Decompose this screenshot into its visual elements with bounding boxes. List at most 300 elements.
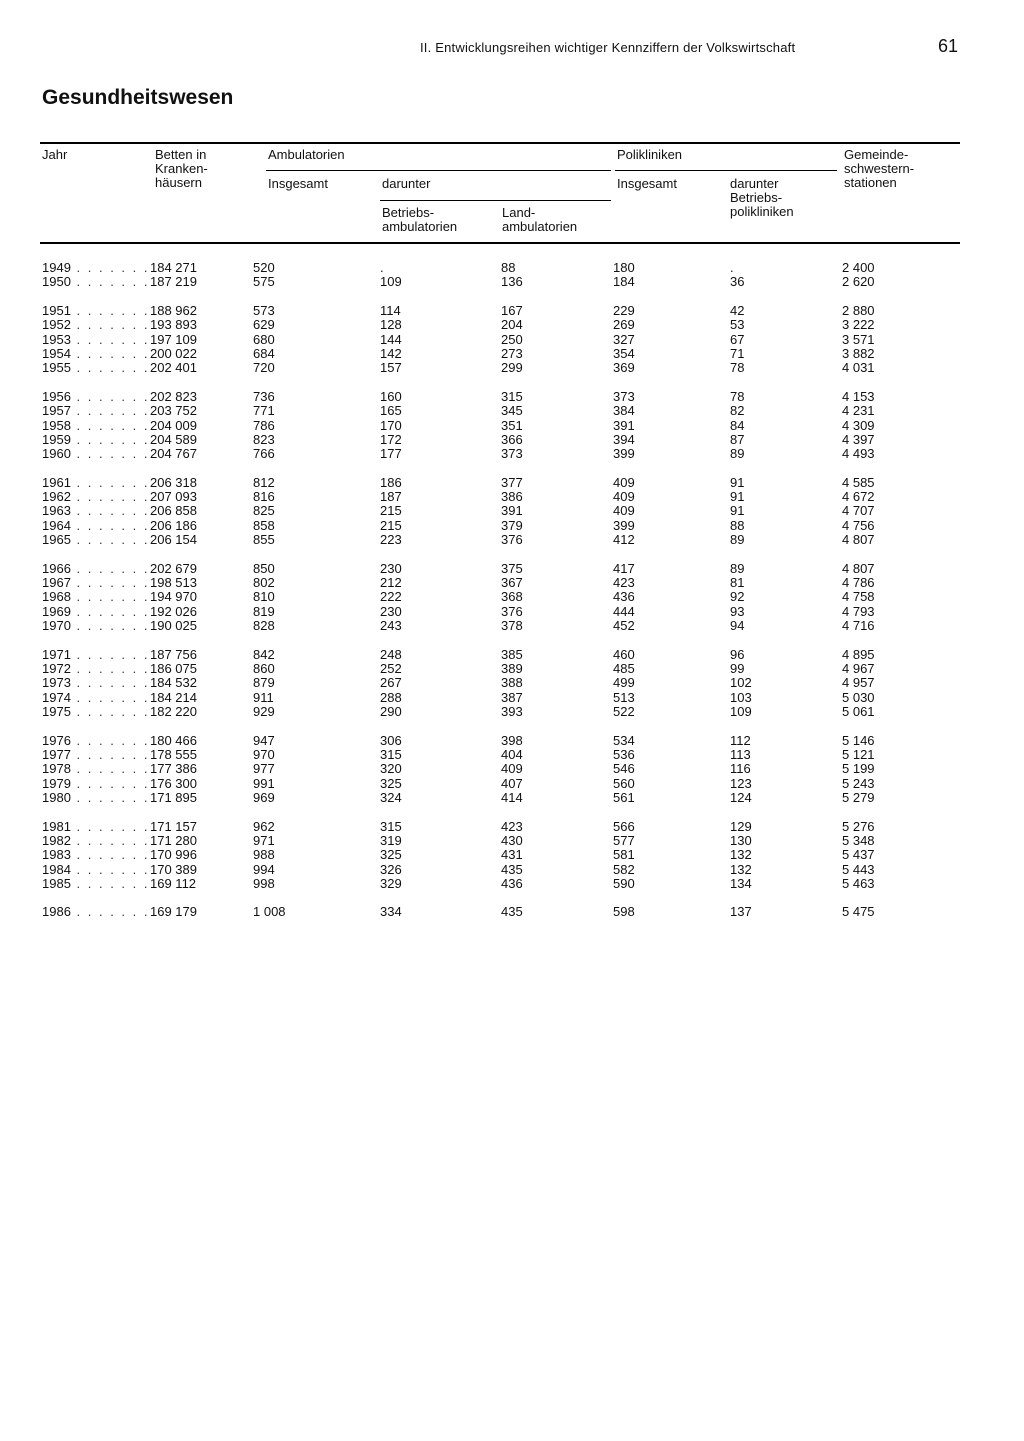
betriebsambulatorien-cell: 267 xyxy=(380,675,402,691)
polikliniken-insgesamt-cell: 180 xyxy=(613,260,635,275)
ambulatorien-insgesamt-cell: 812 xyxy=(253,474,275,490)
leader-dots: . . . . . . . xyxy=(70,317,150,333)
leader-dots: . . . . . . . xyxy=(70,417,150,433)
betriebsambulatorien-cell: 252 xyxy=(380,660,402,676)
leader-dots: . . . . . . . xyxy=(70,732,150,748)
landambulatorien-cell: 167 xyxy=(501,302,523,318)
betriebspolikliniken-cell: 103 xyxy=(730,689,752,705)
year-cell xyxy=(42,832,150,848)
ambulatorien-insgesamt-cell: 971 xyxy=(253,832,275,848)
gemeindeschwesternstationen-cell: 4 585 xyxy=(842,474,875,490)
table-row xyxy=(0,848,1024,862)
ambulatorien-insgesamt-cell: 977 xyxy=(253,761,275,777)
table-row xyxy=(0,590,1024,604)
year-label: 1971 xyxy=(42,646,71,662)
landambulatorien-cell: 435 xyxy=(501,904,523,920)
leader-dots: . . . . . . . xyxy=(70,832,150,848)
betriebsambulatorien-cell: 315 xyxy=(380,818,402,834)
betriebspolikliniken-cell: 42 xyxy=(730,302,745,318)
polikliniken-insgesamt-cell: 513 xyxy=(613,689,635,705)
ambulatorien-insgesamt-cell: 994 xyxy=(253,861,275,877)
landambulatorien-cell: 435 xyxy=(501,861,523,877)
betriebspolikliniken-cell: 71 xyxy=(730,345,745,361)
ambulatorien-insgesamt-cell: 771 xyxy=(253,403,275,419)
betriebspolikliniken-cell: 84 xyxy=(730,417,745,433)
gemeindeschwesternstationen-cell: 4 807 xyxy=(842,560,875,576)
year-label: 1951 xyxy=(42,302,71,318)
year-label: 1953 xyxy=(42,331,71,347)
leader-dots: . . . . . . . xyxy=(70,260,150,275)
year-label: 1980 xyxy=(42,790,71,806)
ambulatorien-insgesamt-cell: 850 xyxy=(253,560,275,576)
table-row xyxy=(0,533,1024,547)
ambulatorien-span-rule xyxy=(266,170,611,171)
gemeindeschwesternstationen-cell: 5 061 xyxy=(842,704,875,720)
betriebspolikliniken-cell: 78 xyxy=(730,360,745,376)
table-row xyxy=(0,333,1024,347)
table-row xyxy=(0,404,1024,418)
year-cell xyxy=(42,775,150,791)
gemeindeschwesternstationen-cell: 5 348 xyxy=(842,832,875,848)
year-label: 1955 xyxy=(42,360,71,376)
year-cell xyxy=(42,331,150,347)
leader-dots: . . . . . . . xyxy=(70,331,150,347)
year-cell xyxy=(42,847,150,863)
betriebsambulatorien-cell: 128 xyxy=(380,317,402,333)
year-label: 1956 xyxy=(42,388,71,404)
landambulatorien-cell: 368 xyxy=(501,589,523,605)
betten-cell: 169 179 xyxy=(150,904,197,920)
table-row xyxy=(0,304,1024,318)
year-label: 1984 xyxy=(42,861,71,877)
betten-cell: 204 009 xyxy=(150,417,197,433)
ambulatorien-insgesamt-cell: 786 xyxy=(253,417,275,433)
header-amb-insgesamt: Insgesamt xyxy=(268,176,328,191)
ambulatorien-insgesamt-cell: 998 xyxy=(253,876,275,892)
leader-dots: . . . . . . . xyxy=(70,403,150,419)
year-cell xyxy=(42,732,150,748)
year-label: 1963 xyxy=(42,503,71,519)
betten-cell: 206 154 xyxy=(150,532,197,548)
betriebspolikliniken-cell: 124 xyxy=(730,790,752,806)
betten-cell: 204 767 xyxy=(150,446,197,462)
betriebspolikliniken-cell: 134 xyxy=(730,876,752,892)
year-label: 1958 xyxy=(42,417,71,433)
year-label: 1977 xyxy=(42,746,71,762)
betriebsambulatorien-cell: 315 xyxy=(380,746,402,762)
ambulatorien-insgesamt-cell: 969 xyxy=(253,790,275,806)
table-row xyxy=(0,877,1024,891)
polikliniken-insgesamt-cell: 391 xyxy=(613,417,635,433)
table-row xyxy=(0,361,1024,375)
leader-dots: . . . . . . . xyxy=(70,575,150,591)
leader-dots: . . . . . . . xyxy=(70,904,150,920)
year-cell xyxy=(42,446,150,462)
betriebsambulatorien-cell: 248 xyxy=(380,646,402,662)
table-row xyxy=(0,490,1024,504)
betriebspolikliniken-cell: 91 xyxy=(730,489,745,505)
table-row xyxy=(0,261,1024,275)
betten-cell: 171 280 xyxy=(150,832,197,848)
polikliniken-insgesamt-cell: 485 xyxy=(613,660,635,676)
betriebsambulatorien-cell: 326 xyxy=(380,861,402,877)
betriebspolikliniken-cell: 99 xyxy=(730,660,745,676)
betriebsambulatorien-cell: 109 xyxy=(380,274,402,290)
year-cell xyxy=(42,431,150,447)
ambulatorien-insgesamt-cell: 1 008 xyxy=(253,904,286,920)
betriebspolikliniken-cell: 36 xyxy=(730,274,745,290)
year-cell xyxy=(42,489,150,505)
landambulatorien-cell: 367 xyxy=(501,575,523,591)
polikliniken-insgesamt-cell: 354 xyxy=(613,345,635,361)
year-label: 1968 xyxy=(42,589,71,605)
leader-dots: . . . . . . . xyxy=(70,761,150,777)
betten-cell: 187 756 xyxy=(150,646,197,662)
leader-dots: . . . . . . . xyxy=(70,861,150,877)
year-cell xyxy=(42,560,150,576)
gemeindeschwesternstationen-cell: 4 756 xyxy=(842,517,875,533)
ambulatorien-insgesamt-cell: 736 xyxy=(253,388,275,404)
page-title: Gesundheitswesen xyxy=(42,86,234,109)
running-head: II. Entwicklungsreihen wichtiger Kennziffern der Volkswirtschaft xyxy=(420,40,796,55)
year-cell xyxy=(42,618,150,634)
ambulatorien-insgesamt-cell: 720 xyxy=(253,360,275,376)
landambulatorien-cell: 431 xyxy=(501,847,523,863)
leader-dots: . . . . . . . xyxy=(70,431,150,447)
betriebsambulatorien-cell: 144 xyxy=(380,331,402,347)
betriebsambulatorien-cell: 290 xyxy=(380,704,402,720)
landambulatorien-cell: 204 xyxy=(501,317,523,333)
landambulatorien-cell: 379 xyxy=(501,517,523,533)
year-cell xyxy=(42,589,150,605)
year-cell xyxy=(42,317,150,333)
betten-cell: 193 893 xyxy=(150,317,197,333)
year-label: 1974 xyxy=(42,689,71,705)
leader-dots: . . . . . . . xyxy=(70,876,150,892)
year-label: 1985 xyxy=(42,876,71,892)
ambulatorien-insgesamt-cell: 766 xyxy=(253,446,275,462)
landambulatorien-cell: 299 xyxy=(501,360,523,376)
betriebsambulatorien-cell: 165 xyxy=(380,403,402,419)
year-label: 1979 xyxy=(42,775,71,791)
betten-cell: 204 589 xyxy=(150,431,197,447)
betriebspolikliniken-cell: 94 xyxy=(730,618,745,634)
year-cell xyxy=(42,818,150,834)
header-betten: Betten in Kranken- häusern xyxy=(155,147,208,190)
ambulatorien-insgesamt-cell: 855 xyxy=(253,532,275,548)
leader-dots: . . . . . . . xyxy=(70,660,150,676)
polikliniken-insgesamt-cell: 582 xyxy=(613,861,635,877)
leader-dots: . . . . . . . xyxy=(70,474,150,490)
leader-dots: . . . . . . . xyxy=(70,589,150,605)
table-row xyxy=(0,905,1024,919)
polikliniken-insgesamt-cell: 566 xyxy=(613,818,635,834)
table-row xyxy=(0,762,1024,776)
header-pol-insgesamt: Insgesamt xyxy=(617,176,677,191)
gemeindeschwesternstationen-cell: 4 231 xyxy=(842,403,875,419)
polikliniken-insgesamt-cell: 423 xyxy=(613,575,635,591)
gemeindeschwesternstationen-cell: 3 571 xyxy=(842,331,875,347)
landambulatorien-cell: 376 xyxy=(501,603,523,619)
betriebsambulatorien-cell: 142 xyxy=(380,345,402,361)
gemeindeschwesternstationen-cell: 2 400 xyxy=(842,260,875,275)
gemeindeschwesternstationen-cell: 5 437 xyxy=(842,847,875,863)
betriebsambulatorien-cell: 186 xyxy=(380,474,402,490)
year-cell xyxy=(42,746,150,762)
polikliniken-insgesamt-cell: 561 xyxy=(613,790,635,806)
landambulatorien-cell: 273 xyxy=(501,345,523,361)
betriebspolikliniken-cell: 132 xyxy=(730,847,752,863)
betriebsambulatorien-cell: . xyxy=(380,260,384,275)
year-cell xyxy=(42,274,150,290)
betten-cell: 171 157 xyxy=(150,818,197,834)
leader-dots: . . . . . . . xyxy=(70,360,150,376)
polikliniken-insgesamt-cell: 444 xyxy=(613,603,635,619)
betten-cell: 188 962 xyxy=(150,302,197,318)
leader-dots: . . . . . . . xyxy=(70,646,150,662)
year-label: 1978 xyxy=(42,761,71,777)
header-ambulatorien: Ambulatorien xyxy=(268,147,345,162)
leader-dots: . . . . . . . xyxy=(70,775,150,791)
landambulatorien-cell: 378 xyxy=(501,618,523,634)
landambulatorien-cell: 315 xyxy=(501,388,523,404)
polikliniken-insgesamt-cell: 534 xyxy=(613,732,635,748)
table-top-rule xyxy=(40,142,960,144)
table-row xyxy=(0,734,1024,748)
betriebspolikliniken-cell: 132 xyxy=(730,861,752,877)
ambulatorien-insgesamt-cell: 684 xyxy=(253,345,275,361)
year-cell xyxy=(42,876,150,892)
betriebsambulatorien-cell: 320 xyxy=(380,761,402,777)
table-row xyxy=(0,390,1024,404)
landambulatorien-cell: 391 xyxy=(501,503,523,519)
betten-cell: 177 386 xyxy=(150,761,197,777)
year-label: 1954 xyxy=(42,345,71,361)
betten-cell: 176 300 xyxy=(150,775,197,791)
year-cell xyxy=(42,861,150,877)
darunter-span-rule xyxy=(380,200,611,201)
betriebspolikliniken-cell: . xyxy=(730,260,734,275)
landambulatorien-cell: 389 xyxy=(501,660,523,676)
betriebsambulatorien-cell: 222 xyxy=(380,589,402,605)
polikliniken-insgesamt-cell: 373 xyxy=(613,388,635,404)
betten-cell: 194 970 xyxy=(150,589,197,605)
header-gemeindeschwesternstationen: Gemeinde- schwestern- stationen xyxy=(844,147,915,190)
table-row xyxy=(0,791,1024,805)
table-row xyxy=(0,318,1024,332)
betten-cell: 186 075 xyxy=(150,660,197,676)
betten-cell: 184 271 xyxy=(150,260,197,275)
gemeindeschwesternstationen-cell: 4 967 xyxy=(842,660,875,676)
ambulatorien-insgesamt-cell: 860 xyxy=(253,660,275,676)
header-landambulatorien: Land- ambulatorien xyxy=(502,205,578,234)
polikliniken-insgesamt-cell: 560 xyxy=(613,775,635,791)
year-label: 1986 xyxy=(42,904,71,920)
betten-cell: 202 401 xyxy=(150,360,197,376)
leader-dots: . . . . . . . xyxy=(70,489,150,505)
betriebspolikliniken-cell: 113 xyxy=(730,746,751,762)
leader-dots: . . . . . . . xyxy=(70,560,150,576)
landambulatorien-cell: 386 xyxy=(501,489,523,505)
ambulatorien-insgesamt-cell: 988 xyxy=(253,847,275,863)
year-label: 1981 xyxy=(42,818,71,834)
gemeindeschwesternstationen-cell: 2 880 xyxy=(842,302,875,318)
year-label: 1976 xyxy=(42,732,71,748)
year-label: 1967 xyxy=(42,575,71,591)
gemeindeschwesternstationen-cell: 4 786 xyxy=(842,575,875,591)
betten-cell: 200 022 xyxy=(150,345,197,361)
betriebspolikliniken-cell: 53 xyxy=(730,317,745,333)
landambulatorien-cell: 398 xyxy=(501,732,523,748)
leader-dots: . . . . . . . xyxy=(70,847,150,863)
polikliniken-insgesamt-cell: 522 xyxy=(613,704,635,720)
gemeindeschwesternstationen-cell: 5 121 xyxy=(842,746,875,762)
leader-dots: . . . . . . . xyxy=(70,532,150,548)
polikliniken-insgesamt-cell: 452 xyxy=(613,618,635,634)
year-label: 1982 xyxy=(42,832,71,848)
table-row xyxy=(0,863,1024,877)
betriebspolikliniken-cell: 78 xyxy=(730,388,745,404)
ambulatorien-insgesamt-cell: 911 xyxy=(253,689,274,705)
leader-dots: . . . . . . . xyxy=(70,790,150,806)
leader-dots: . . . . . . . xyxy=(70,618,150,634)
year-cell xyxy=(42,904,150,920)
year-cell xyxy=(42,704,150,720)
betriebspolikliniken-cell: 91 xyxy=(730,474,745,490)
gemeindeschwesternstationen-cell: 4 031 xyxy=(842,360,875,376)
landambulatorien-cell: 88 xyxy=(501,260,516,275)
year-cell xyxy=(42,388,150,404)
betten-cell: 192 026 xyxy=(150,603,197,619)
polikliniken-insgesamt-cell: 499 xyxy=(613,675,635,691)
betten-cell: 206 186 xyxy=(150,517,197,533)
table-row xyxy=(0,691,1024,705)
table-row xyxy=(0,476,1024,490)
betten-cell: 171 895 xyxy=(150,790,197,806)
year-cell xyxy=(42,417,150,433)
betriebspolikliniken-cell: 109 xyxy=(730,704,752,720)
polikliniken-insgesamt-cell: 436 xyxy=(613,589,635,605)
polikliniken-insgesamt-cell: 577 xyxy=(613,832,635,848)
landambulatorien-cell: 404 xyxy=(501,746,523,762)
ambulatorien-insgesamt-cell: 947 xyxy=(253,732,275,748)
table-row xyxy=(0,447,1024,461)
gemeindeschwesternstationen-cell: 5 243 xyxy=(842,775,875,791)
year-label: 1972 xyxy=(42,660,71,676)
year-cell xyxy=(42,403,150,419)
ambulatorien-insgesamt-cell: 573 xyxy=(253,302,275,318)
year-cell xyxy=(42,790,150,806)
landambulatorien-cell: 423 xyxy=(501,818,523,834)
year-cell xyxy=(42,302,150,318)
landambulatorien-cell: 375 xyxy=(501,560,523,576)
gemeindeschwesternstationen-cell: 5 146 xyxy=(842,732,875,748)
betten-cell: 206 318 xyxy=(150,474,197,490)
betriebsambulatorien-cell: 230 xyxy=(380,560,402,576)
gemeindeschwesternstationen-cell: 4 758 xyxy=(842,589,875,605)
betriebsambulatorien-cell: 243 xyxy=(380,618,402,634)
betriebspolikliniken-cell: 89 xyxy=(730,446,745,462)
ambulatorien-insgesamt-cell: 879 xyxy=(253,675,275,691)
betriebsambulatorien-cell: 187 xyxy=(380,489,402,505)
betriebsambulatorien-cell: 177 xyxy=(380,446,402,462)
polikliniken-insgesamt-cell: 399 xyxy=(613,517,635,533)
betriebspolikliniken-cell: 96 xyxy=(730,646,745,662)
betten-cell: 202 679 xyxy=(150,560,197,576)
polikliniken-insgesamt-cell: 394 xyxy=(613,431,635,447)
leader-dots: . . . . . . . xyxy=(70,603,150,619)
ambulatorien-insgesamt-cell: 929 xyxy=(253,704,275,720)
gemeindeschwesternstationen-cell: 5 279 xyxy=(842,790,875,806)
betriebspolikliniken-cell: 116 xyxy=(730,761,751,777)
betriebsambulatorien-cell: 288 xyxy=(380,689,402,705)
gemeindeschwesternstationen-cell: 5 475 xyxy=(842,904,875,920)
polikliniken-insgesamt-cell: 417 xyxy=(613,560,635,576)
year-cell xyxy=(42,660,150,676)
betriebsambulatorien-cell: 215 xyxy=(380,517,402,533)
polikliniken-insgesamt-cell: 327 xyxy=(613,331,635,347)
landambulatorien-cell: 376 xyxy=(501,532,523,548)
table-row xyxy=(0,562,1024,576)
betriebsambulatorien-cell: 157 xyxy=(380,360,402,376)
betten-cell: 207 093 xyxy=(150,489,197,505)
gemeindeschwesternstationen-cell: 4 807 xyxy=(842,532,875,548)
year-cell xyxy=(42,689,150,705)
betriebsambulatorien-cell: 334 xyxy=(380,904,402,920)
ambulatorien-insgesamt-cell: 810 xyxy=(253,589,275,605)
gemeindeschwesternstationen-cell: 3 222 xyxy=(842,317,875,333)
gemeindeschwesternstationen-cell: 3 882 xyxy=(842,345,875,361)
betriebspolikliniken-cell: 137 xyxy=(730,904,752,920)
year-label: 1970 xyxy=(42,618,71,634)
polikliniken-insgesamt-cell: 269 xyxy=(613,317,635,333)
gemeindeschwesternstationen-cell: 5 463 xyxy=(842,876,875,892)
polikliniken-insgesamt-cell: 409 xyxy=(613,474,635,490)
landambulatorien-cell: 414 xyxy=(501,790,523,806)
table-row xyxy=(0,605,1024,619)
year-label: 1960 xyxy=(42,446,71,462)
polikliniken-insgesamt-cell: 546 xyxy=(613,761,635,777)
ambulatorien-insgesamt-cell: 819 xyxy=(253,603,275,619)
ambulatorien-insgesamt-cell: 575 xyxy=(253,274,275,290)
ambulatorien-insgesamt-cell: 828 xyxy=(253,618,275,634)
table-row xyxy=(0,576,1024,590)
betriebspolikliniken-cell: 129 xyxy=(730,818,752,834)
ambulatorien-insgesamt-cell: 520 xyxy=(253,260,275,275)
gemeindeschwesternstationen-cell: 2 620 xyxy=(842,274,875,290)
betriebspolikliniken-cell: 81 xyxy=(730,575,745,591)
betriebsambulatorien-cell: 329 xyxy=(380,876,402,892)
polikliniken-insgesamt-cell: 384 xyxy=(613,403,635,419)
table-row xyxy=(0,705,1024,719)
leader-dots: . . . . . . . xyxy=(70,689,150,705)
table-row xyxy=(0,834,1024,848)
table-row xyxy=(0,275,1024,289)
landambulatorien-cell: 366 xyxy=(501,431,523,447)
ambulatorien-insgesamt-cell: 802 xyxy=(253,575,275,591)
leader-dots: . . . . . . . xyxy=(70,818,150,834)
polikliniken-span-rule xyxy=(615,170,837,171)
table-row xyxy=(0,519,1024,533)
polikliniken-insgesamt-cell: 536 xyxy=(613,746,635,762)
table-row xyxy=(0,619,1024,633)
betriebspolikliniken-cell: 102 xyxy=(730,675,752,691)
betriebspolikliniken-cell: 88 xyxy=(730,517,745,533)
betriebspolikliniken-cell: 112 xyxy=(730,732,751,748)
table-row xyxy=(0,419,1024,433)
year-label: 1950 xyxy=(42,274,71,290)
landambulatorien-cell: 430 xyxy=(501,832,523,848)
